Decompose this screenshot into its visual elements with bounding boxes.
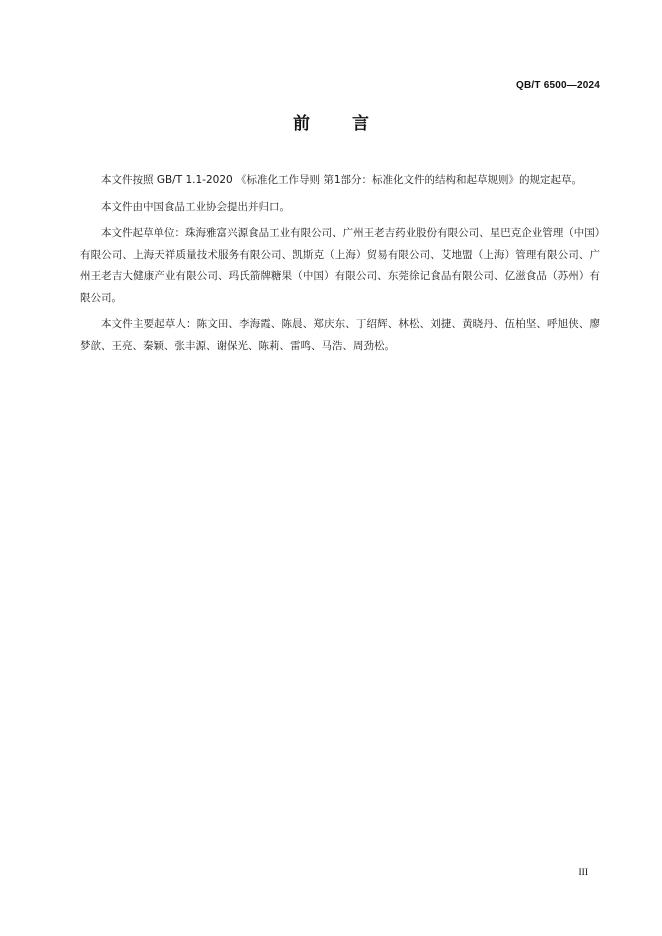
paragraph-drafting-units: 本文件起草单位：珠海雅富兴源食品工业有限公司、广州王老吉药业股份有限公司、星巴克企业管理（中国）有限公司、上海天祥质量技术服务有限公司、凯斯克（上海）贸易有限公司、艾地盟（上海）管理有限公司、广州王老吉大健康产业有限公司、玛氏箭牌糖果（中国）有限公司、东莞徐记食品有限公司、亿滋食品（苏州）有限公司。 — [80, 227, 600, 304]
paragraph-proposer: 本文件由中国食品工业协会提出并归口。 — [101, 200, 290, 213]
page-number: III — [578, 868, 588, 878]
paragraph-main-drafters: 本文件主要起草人：陈文田、李海霞、陈晨、郑庆东、丁绍辉、林松、刘捷、黄晓丹、伍柏坚、呼旭侠、廖梦歆、王亮、秦颖、张丰源、谢保光、陈莉、雷鸣、马浩、周劲松。 — [80, 318, 600, 352]
page-title: 前言 — [293, 114, 411, 134]
foreword-body — [80, 170, 600, 362]
paragraph-drafting-rules: 本文件按照 GB/T 1.1-2020 《标准化工作导则 第1部分：标准化文件的结构和起草规则》的规定起草。 — [101, 174, 583, 186]
standard-number: QB/T 6500—2024 — [516, 80, 600, 91]
